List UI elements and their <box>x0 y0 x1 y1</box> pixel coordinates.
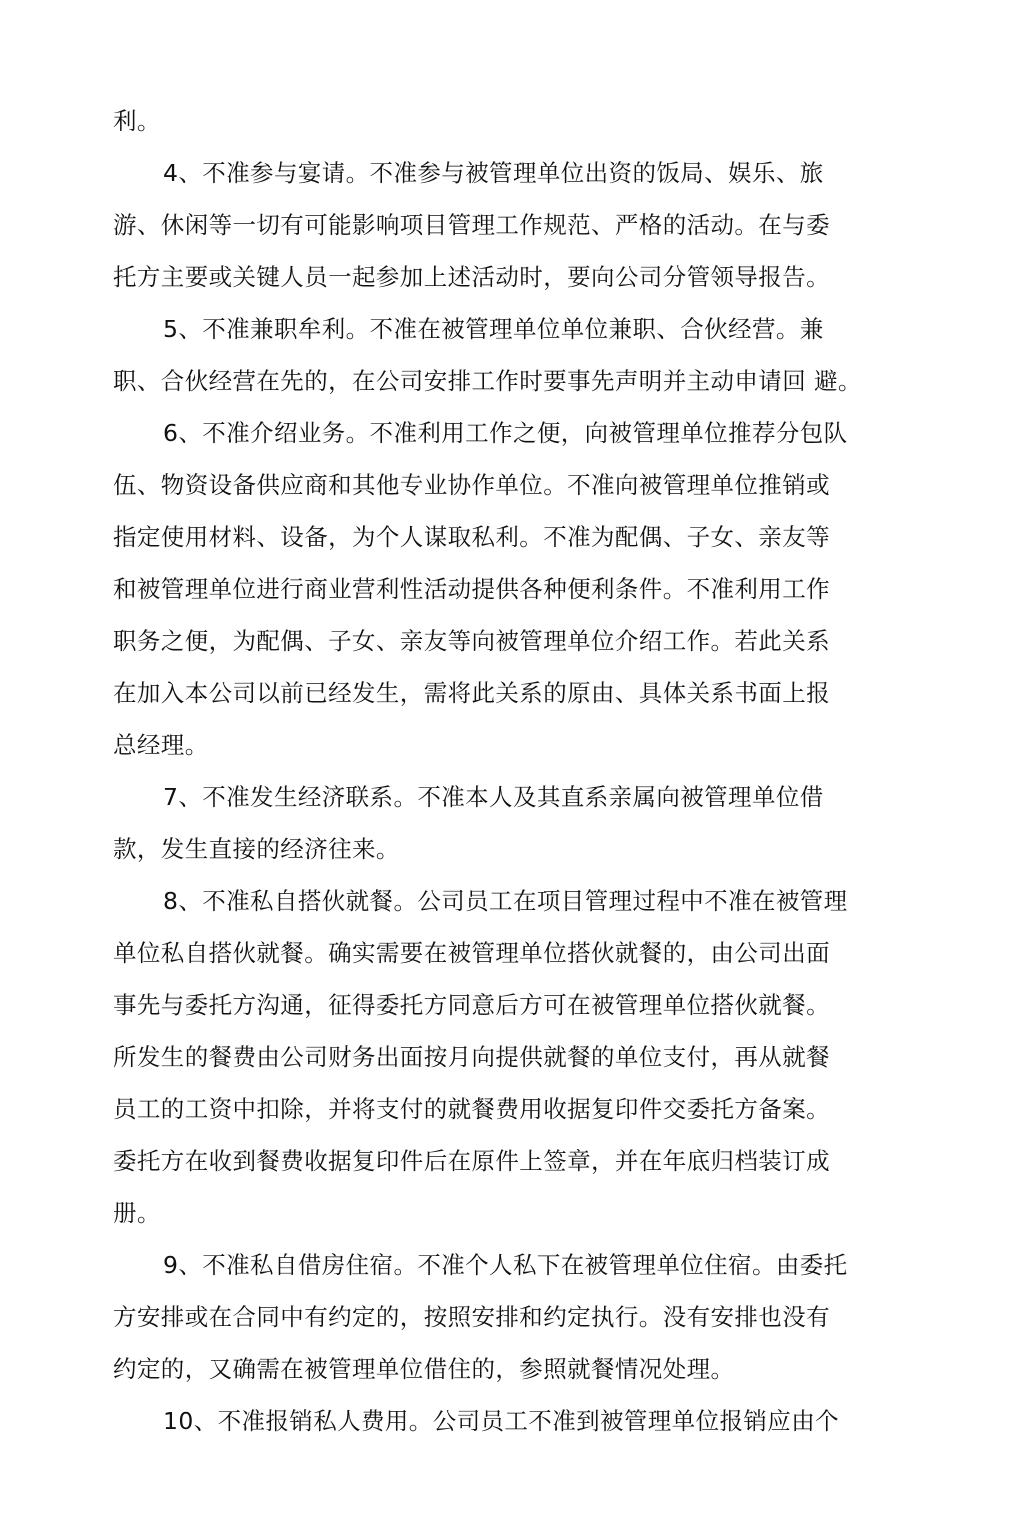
paragraph-item-7: 7、不准发生经济联系。不准本人及其直系亲属向被管理单位借 <box>163 783 824 811</box>
text-line: 约定的，又确需在被管理单位借住的，参照就餐情况处理。 <box>113 1355 735 1383</box>
text-line: 单位私自搭伙就餐。确实需要在被管理单位搭伙就餐的，由公司出面 <box>113 939 830 967</box>
text-line: 利。 <box>113 107 161 135</box>
text-line: 款，发生直接的经济往来。 <box>113 835 400 863</box>
text-line: 在加入本公司以前已经发生，需将此关系的原由、具体关系书面上报 <box>113 679 830 707</box>
text-line: 指定使用材料、设备，为个人谋取私利。不准为配偶、子女、亲友等 <box>113 523 830 551</box>
paragraph-item-6: 6、不准介绍业务。不准利用工作之便，向被管理单位推荐分包队 <box>163 419 848 447</box>
paragraph-item-4: 4、不准参与宴请。不准参与被管理单位出资的饭局、娱乐、旅 <box>163 159 824 187</box>
text-line: 方安排或在合同中有约定的，按照安排和约定执行。没有安排也没有 <box>113 1303 830 1331</box>
text-line: 和被管理单位进行商业营利性活动提供各种便利条件。不准利用工作 <box>113 575 830 603</box>
text-line: 伍、物资设备供应商和其他专业协作单位。不准向被管理单位推销或 <box>113 471 830 499</box>
text-line: 员工的工资中扣除，并将支付的就餐费用收据复印件交委托方备案。 <box>113 1095 830 1123</box>
text-line: 所发生的餐费由公司财务出面按月向提供就餐的单位支付，再从就餐 <box>113 1043 830 1071</box>
text-line: 总经理。 <box>113 731 209 759</box>
text-line: 职、合伙经营在先的，在公司安排工作时要事先声明并主动申请回 避。 <box>113 367 862 395</box>
text-line: 事先与委托方沟通，征得委托方同意后方可在被管理单位搭伙就餐。 <box>113 991 830 1019</box>
paragraph-item-8: 8、不准私自搭伙就餐。公司员工在项目管理过程中不准在被管理 <box>163 887 848 915</box>
text-line: 册。 <box>113 1199 161 1227</box>
paragraph-item-10: 10、不准报销私人费用。公司员工不准到被管理单位报销应由个 <box>163 1407 840 1435</box>
paragraph-item-9: 9、不准私自借房住宿。不准个人私下在被管理单位住宿。由委托 <box>163 1251 848 1279</box>
text-line: 职务之便，为配偶、子女、亲友等向被管理单位介绍工作。若此关系 <box>113 627 830 655</box>
paragraph-item-5: 5、不准兼职牟利。不准在被管理单位单位兼职、合伙经营。兼 <box>163 315 824 343</box>
text-line: 托方主要或关键人员一起参加上述活动时，要向公司分管领导报告。 <box>113 263 830 291</box>
text-line: 委托方在收到餐费收据复印件后在原件上签章，并在年底归档装订成 <box>113 1147 830 1175</box>
text-line: 游、休闲等一切有可能影响项目管理工作规范、严格的活动。在与委 <box>113 211 830 239</box>
